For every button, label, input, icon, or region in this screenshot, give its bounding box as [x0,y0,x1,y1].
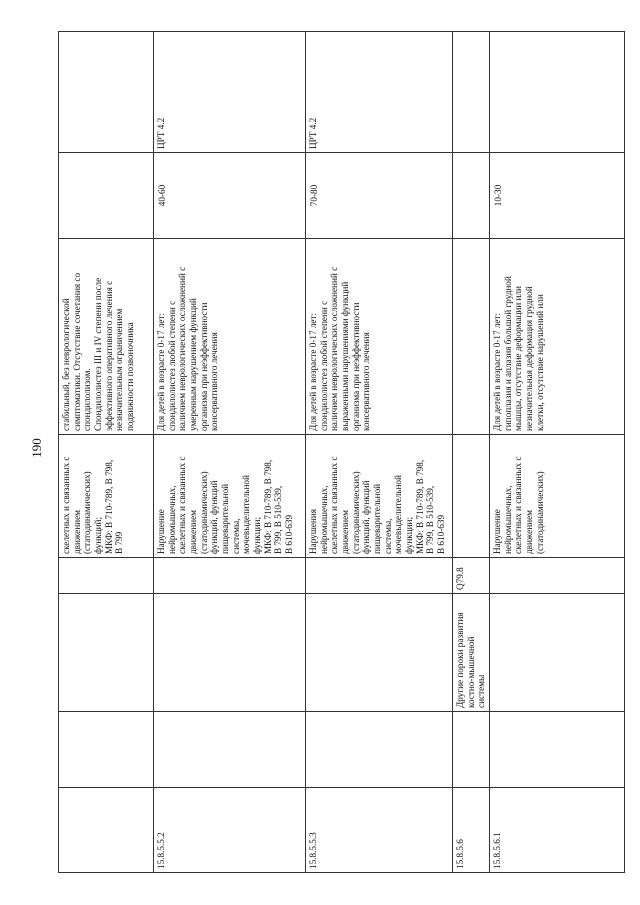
cell-text-line: движением [71,510,82,554]
cell-text: Q79.8 [455,567,465,590]
cell-text-line: мочевыделительной [241,475,252,554]
cell-text-line: консервативного лечения [361,332,372,431]
table-row [453,32,490,873]
cell-text-line: движением [524,510,535,554]
cell-text-line: умеренным нарушением функций [188,298,199,431]
cell-text-line: спондилолистез любой степени с [318,300,329,431]
criteria-cell [490,239,625,435]
cell-text: 15.8.5.6.1 [492,832,503,869]
disability-criteria-table [58,31,625,873]
cell-text-line: клетки, отсутствие нарушений или [534,294,545,431]
cell-text-line: незначительная деформация грудной [524,286,535,431]
cell-text-line: нейромышечных, [318,485,329,554]
cell-text: ЦРТ 4.2 [156,117,166,149]
cell-text-line: наличием неврологических осложнений с [329,266,340,431]
cell-text: 15.8.5.6 [455,839,465,869]
cell-text-line: В 799 [114,531,125,554]
impairment-cell [490,435,625,558]
cell-text-line: Нарушение [156,509,166,554]
criteria-cell [59,239,154,435]
percent-cell [306,153,453,239]
name-cell [453,712,490,788]
disease-cell [154,594,306,712]
cell-text: 40-60 [157,184,167,207]
code-cell [59,788,154,873]
cell-text-line: МКФ: В 710-789, В 798, [262,459,273,554]
cell-text-line: МКФ: В 710-789, В 798, [414,459,425,554]
cell-text-line: скелетных и связанных с [61,456,71,554]
cell-text-line: Для детей в возрасте 0-17 лет: [156,312,166,431]
cell-text-line: системы [476,674,487,708]
percent-cell [490,153,625,239]
cell-text-line: системы, [230,518,241,554]
mkb-cell [154,558,306,594]
cell-text-line: костно-мышечной [465,636,476,708]
cell-text-line: (статодинамических) [534,471,545,554]
page-number: 190 [29,438,44,458]
cell-text-line: пищеварительной [220,483,231,554]
cell-text-line: скелетных и связанных с [329,456,340,554]
criteria-cell [154,239,306,435]
criteria-cell [306,239,453,435]
percent-cell [59,153,154,239]
cell-text-line: выраженными нарушениями функций [340,281,351,431]
cell-text-line: организма при неэффективности [350,302,361,431]
note-cell [453,32,490,153]
cell-text-line: спондилолизом. [82,368,93,431]
cell-text-line: (статодинамических) [350,471,361,554]
cell-text-line: организма при неэффективности [198,302,209,431]
cell-text: ЦРТ 4.2 [308,117,318,149]
name-cell [306,712,453,788]
name-cell [154,712,306,788]
name-cell [490,712,625,788]
cell-text-line: мышцы, отсутствие деформации или [513,286,524,431]
cell-text-line: скелетных и связанных с [513,456,524,554]
impairment-cell [306,435,453,558]
cell-text-line: В 799, В 510-539, [425,485,436,554]
mkb-cell [453,558,490,594]
cell-text-line: Спондилолистез III и IV степени после [93,277,104,431]
code-cell [453,788,490,873]
cell-text: 10-30 [493,184,504,207]
table-row [59,32,154,873]
code-cell [306,788,453,873]
disease-cell [453,594,490,712]
table-row [306,32,453,873]
cell-text-line: наличием неврологических осложнений с [177,266,188,431]
cell-text-line: В 610-639 [284,514,295,554]
note-cell [490,32,625,153]
cell-text-line: (статодинамических) [198,471,209,554]
cell-text-line: Для детей в возрасте 0-17 лет: [492,312,503,431]
cell-text-line: функций, функций [209,480,220,554]
code-cell [154,788,306,873]
mkb-cell [306,558,453,594]
cell-text-line: В 610-639 [436,514,447,554]
cell-text: 15.8.5.5.2 [156,832,166,869]
impairment-cell [453,435,490,558]
criteria-cell [453,239,490,435]
cell-text-line: незначительным ограничением [114,308,125,431]
cell-text-line: нейромышечных, [502,485,513,554]
cell-text-line: движением [340,510,351,554]
cell-text-line: Нарушения [308,509,318,554]
cell-text-line: гипоплазия и аплазия большой грудной [502,276,513,431]
cell-text-line: движением [188,510,199,554]
cell-text-line: (статодинамических) [82,471,93,554]
percent-cell [154,153,306,239]
note-cell [154,32,306,153]
cell-text-line: спондилолистез любой степени с [166,300,177,431]
disease-cell [59,594,154,712]
cell-text-line: нейромышечных, [166,485,177,554]
impairment-cell [59,435,154,558]
impairment-cell [154,435,306,558]
cell-text-line: МКФ: В 710-789, В 798, [103,459,114,554]
percent-cell [453,153,490,239]
cell-text-line: симптоматики. Отсутствие сочетания со [71,272,82,431]
cell-text-line: консервативного лечения [209,332,220,431]
mkb-cell [490,558,625,594]
note-cell [59,32,154,153]
table-row [154,32,306,873]
cell-text-line: Другие пороки развития [455,612,465,708]
cell-text-line: функции; [404,516,415,554]
cell-text-line: функции; [252,516,263,554]
cell-text-line: стабильный, без неврологической [61,298,71,431]
cell-text-line: подвижности позвоночника [125,322,136,431]
rotated-table-page [58,32,624,873]
code-cell [490,788,625,873]
cell-text-line: эффективного оперативного лечения с [103,280,114,431]
cell-text: 15.8.5.5.3 [308,832,318,869]
disease-cell [490,594,625,712]
cell-text-line: скелетных и связанных с [177,456,188,554]
note-cell [306,32,453,153]
cell-text-line: системы, [382,518,393,554]
table-row [490,32,625,873]
cell-text-line: функций; [93,516,104,554]
cell-text-line: В 799, В 510-539, [273,485,284,554]
cell-text-line: Нарушение [492,509,503,554]
cell-text-line: Для детей в возрасте 0-17 лет: [308,312,318,431]
cell-text: 70-80 [309,184,319,207]
mkb-cell [59,558,154,594]
disease-cell [306,594,453,712]
cell-text-line: пищеварительной [372,483,383,554]
cell-text-line: мочевыделительной [393,475,404,554]
cell-text-line: функций, функций [361,480,372,554]
name-cell [59,712,154,788]
